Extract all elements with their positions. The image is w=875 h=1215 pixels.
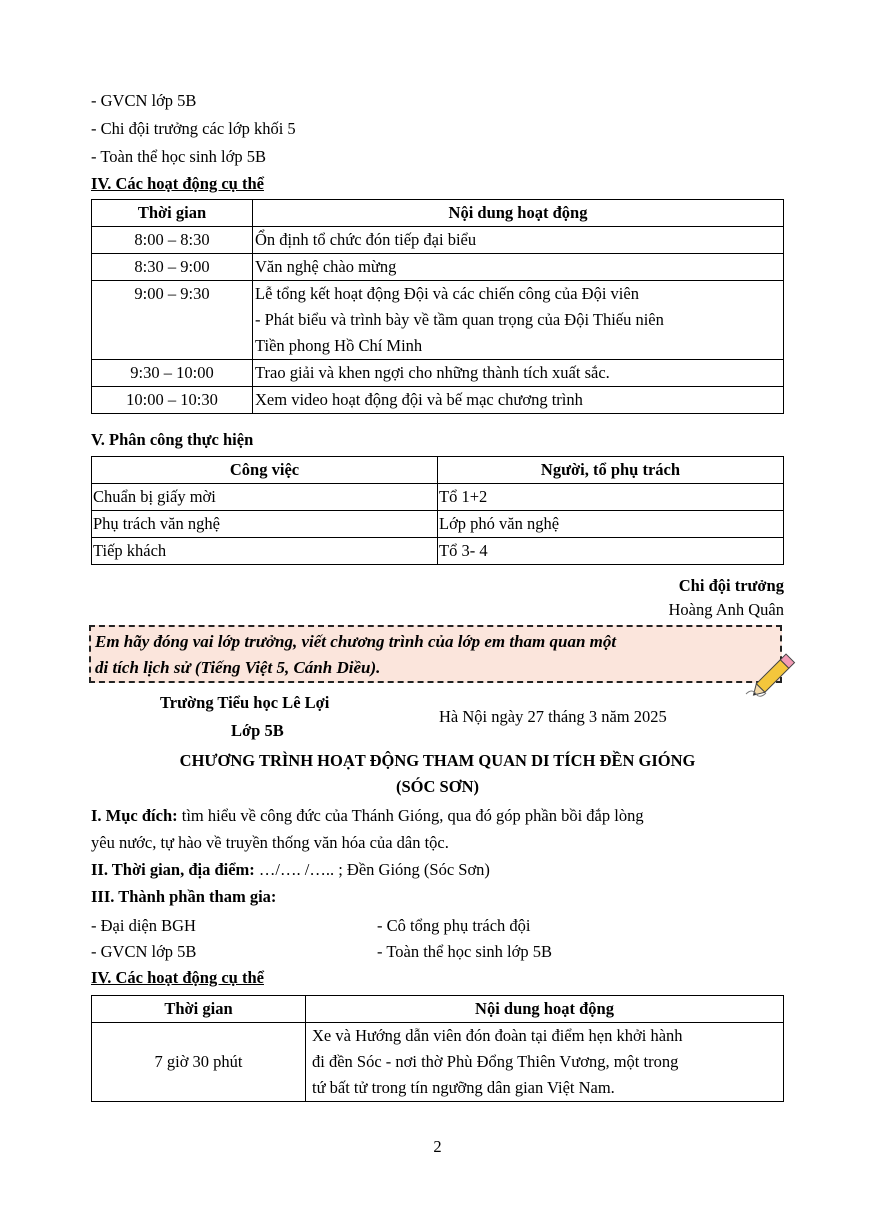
person-cell: Tổ 3- 4 [438,538,784,565]
time-cell: 10:00 – 10:30 [92,387,253,414]
document-date: Hà Nội ngày 27 tháng 3 năm 2025 [439,707,667,726]
signature-role: Chi đội trưởng [678,576,784,595]
table-row [92,484,784,511]
time-place-text: …/…. /….. ; Đền Gióng (Sóc Sơn) [254,860,490,879]
time-cell: 7 giờ 30 phút [92,1023,306,1102]
content-line: đi đền Sóc - nơi thờ Phù Đổng Thiên Vương, một trong [312,1052,679,1071]
section-iv2-heading: IV. Các hoạt động cụ thể [91,968,264,987]
content-line: - Phát biểu và trình bày về tầm quan trọng của Đội Thiếu niên [255,310,664,329]
purpose-line [91,805,644,827]
table-row [92,1023,784,1102]
table-header-row [92,996,784,1023]
header-content: Nội dung hoạt động [306,996,784,1023]
participant-line: - Toàn thể học sinh lớp 5B [91,147,266,166]
signature-name: Hoàng Anh Quân [668,600,784,619]
purpose-text: tìm hiểu về công đức của Thánh Gióng, qua đó góp phần bồi đắp lòng [177,806,644,825]
time-place-line [91,859,490,881]
person-cell: Lớp phó văn nghệ [438,511,784,538]
table-row [92,254,784,281]
task-cell: Phụ trách văn nghệ [92,511,438,538]
assignment-table [91,456,784,565]
header-person: Người, tổ phụ trách [438,457,784,484]
table-row [92,387,784,414]
content-line: tứ bất tử trong tín ngưỡng dân gian Việt Nam. [312,1078,615,1097]
header-task: Công việc [92,457,438,484]
content-line: Tiền phong Hồ Chí Minh [255,336,423,355]
content-cell: Trao giải và khen ngợi cho những thành tích xuất sắc. [253,360,784,387]
task-cell: Chuẩn bị giấy mời [92,484,438,511]
schedule-table [91,199,784,414]
content-cell [306,1023,784,1102]
content-cell: Xem video hoạt động đội và bế mạc chương trình [253,387,784,414]
class-name: Lớp 5B [231,721,284,740]
table-header-row [92,200,784,227]
content-line: Lễ tổng kết hoạt động Đội và các chiến công của Đội viên [255,284,639,303]
content-cell [253,281,784,360]
participant-line: - Chi đội trưởng các lớp khối 5 [91,119,296,138]
time-cell: 9:30 – 10:00 [92,360,253,387]
table-row [92,281,784,360]
table-header-row [92,457,784,484]
header-time: Thời gian [92,996,306,1023]
time-place-label: II. Thời gian, địa điểm: [91,860,255,879]
table-row [92,538,784,565]
participant-line: - GVCN lớp 5B [91,91,197,110]
participant-left: - GVCN lớp 5B [91,942,197,961]
exercise-text: di tích lịch sử (Tiếng Việt 5, Cánh Diều). [95,658,381,677]
participants-heading: III. Thành phần tham gia: [91,887,277,906]
school-name: Trường Tiểu học Lê Lợi [160,693,330,712]
trip-schedule-table [91,995,784,1102]
table-row [92,227,784,254]
table-row [92,360,784,387]
participant-left: - Đại diện BGH [91,916,196,935]
section-v-heading: V. Phân công thực hiện [91,430,254,449]
content-line: Xe và Hướng dẫn viên đón đoàn tại điểm hẹn khởi hành [312,1026,683,1045]
participant-right: - Toàn thể học sinh lớp 5B [377,942,552,961]
program-title: CHƯƠNG TRÌNH HOẠT ĐỘNG THAM QUAN DI TÍCH ĐỀN GIÓNG [179,751,696,770]
exercise-text: Em hãy đóng vai lớp trưởng, viết chương trình của lớp em tham quan một [95,632,617,651]
exercise-box [89,625,782,683]
header-time: Thời gian [92,200,253,227]
person-cell: Tổ 1+2 [438,484,784,511]
time-cell: 8:00 – 8:30 [92,227,253,254]
participant-right: - Cô tổng phụ trách đội [377,916,531,935]
purpose-line-2: yêu nước, tự hào về truyền thống văn hóa của dân tộc. [91,833,449,852]
content-cell: Ổn định tổ chức đón tiếp đại biểu [253,227,784,254]
table-row [92,511,784,538]
section-iv-heading: IV. Các hoạt động cụ thể [91,174,264,193]
program-title-sub: (SÓC SƠN) [396,777,479,796]
pencil-icon [742,650,806,702]
purpose-label: I. Mục đích: [91,806,178,825]
page-number: 2 [433,1137,442,1156]
time-cell: 9:00 – 9:30 [92,281,253,360]
content-cell: Văn nghệ chào mừng [253,254,784,281]
task-cell: Tiếp khách [92,538,438,565]
time-cell: 8:30 – 9:00 [92,254,253,281]
header-content: Nội dung hoạt động [253,200,784,227]
